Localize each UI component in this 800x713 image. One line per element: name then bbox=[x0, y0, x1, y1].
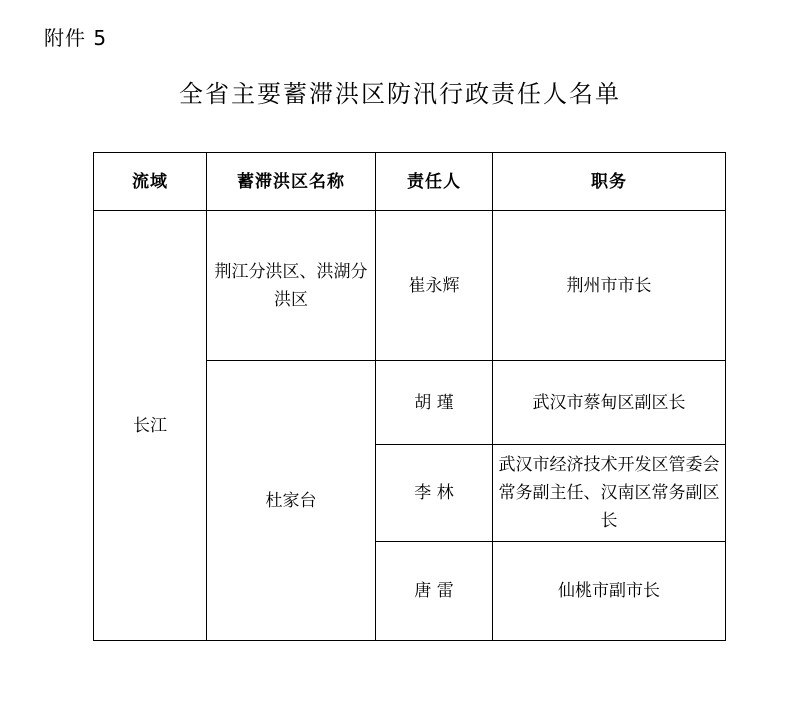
responsibility-table-container bbox=[93, 152, 725, 640]
header-person: 责任人 bbox=[376, 153, 493, 211]
person-cell: 崔永辉 bbox=[376, 211, 493, 361]
position-cell: 武汉市蔡甸区副区长 bbox=[493, 361, 726, 445]
person-cell: 李 林 bbox=[376, 445, 493, 542]
position-cell: 荆州市市长 bbox=[493, 211, 726, 361]
header-area-name: 蓄滞洪区名称 bbox=[207, 153, 376, 211]
position-cell: 仙桃市副市长 bbox=[493, 542, 726, 641]
header-basin: 流域 bbox=[94, 153, 207, 211]
attachment-label: 附件 5 bbox=[44, 26, 108, 50]
table-row bbox=[94, 211, 726, 361]
responsibility-table bbox=[93, 152, 726, 641]
table-header-row bbox=[94, 153, 726, 211]
header-position: 职务 bbox=[493, 153, 726, 211]
document-title: 全省主要蓄滞洪区防汛行政责任人名单 bbox=[179, 80, 621, 108]
person-cell: 胡 瑾 bbox=[376, 361, 493, 445]
area-name-cell: 荆江分洪区、洪湖分洪区 bbox=[207, 211, 376, 361]
person-cell: 唐 雷 bbox=[376, 542, 493, 641]
basin-cell: 长江 bbox=[94, 211, 207, 641]
area-name-cell: 杜家台 bbox=[207, 361, 376, 641]
position-cell: 武汉市经济技术开发区管委会常务副主任、汉南区常务副区长 bbox=[493, 445, 726, 542]
